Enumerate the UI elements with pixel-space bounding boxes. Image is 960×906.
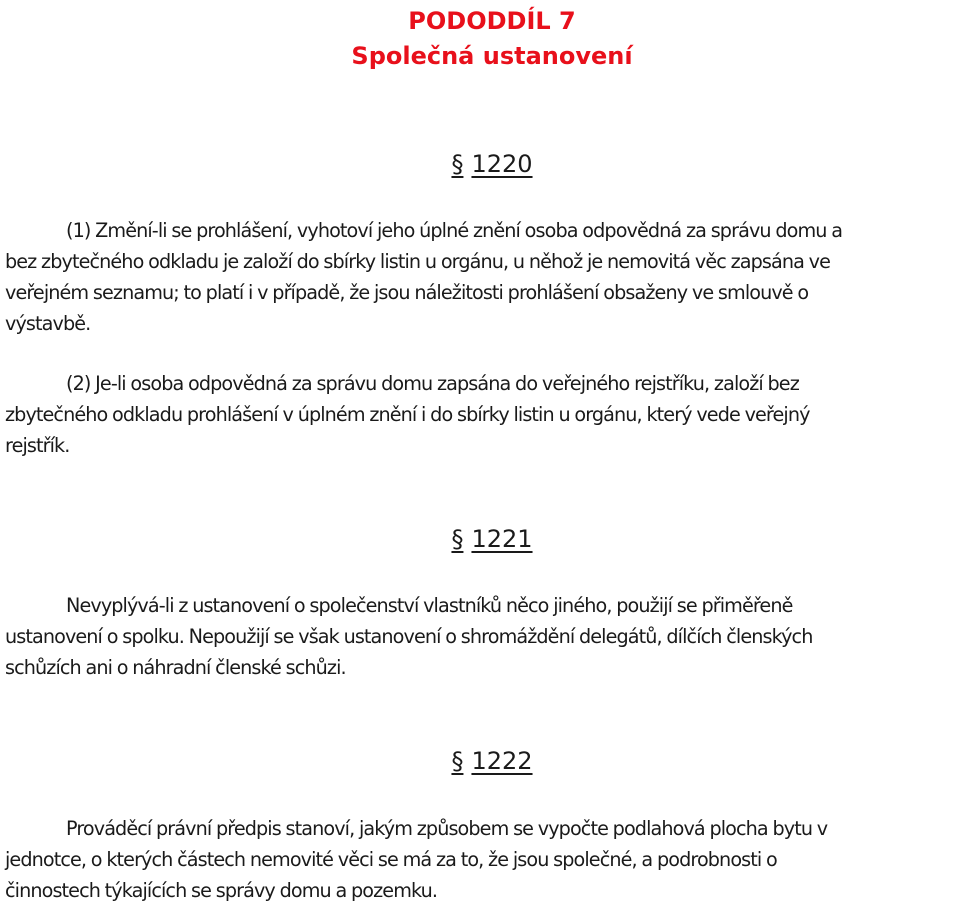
section-heading-1221 xyxy=(0,524,960,554)
paragraph-line: činnostech týkajících se správy domu a pozemku. xyxy=(5,879,438,902)
section-symbol: § xyxy=(451,525,464,553)
section-heading-1222 xyxy=(0,746,960,776)
section-number: 1221 xyxy=(471,525,533,553)
paragraph-line: Prováděcí právní předpis stanoví, jakým způsobem se vypočte podlahová plocha bytu v xyxy=(66,817,828,840)
section-number: 1222 xyxy=(471,747,533,775)
paragraph-line: ustanovení o spolku. Nepoužijí se však ustanovení o shromáždění delegátů, dílčích členských xyxy=(5,625,813,648)
paragraph-line: výstavbě. xyxy=(5,312,91,335)
section-1220-paragraph-2 xyxy=(5,368,960,461)
paragraph-line: rejstřík. xyxy=(5,434,70,457)
paragraph-line: (1) Změní-li se prohlášení, vyhotoví jeho úplné znění osoba odpovědná za správu domu a xyxy=(66,219,843,242)
subdivision-title: PODODDÍL 7 xyxy=(408,7,576,35)
section-number: 1220 xyxy=(471,150,533,178)
paragraph-line: schůzích ani o náhradní členské schůzi. xyxy=(5,656,346,679)
section-symbol: § xyxy=(451,747,464,775)
paragraph-line: Nevyplývá-li z ustanovení o společenství vlastníků něco jiného, použijí se přiměřeně xyxy=(66,594,793,617)
paragraph-line: (2) Je-li osoba odpovědná za správu domu zapsána do veřejného rejstříku, založí bez xyxy=(66,372,799,395)
subdivision-subtitle: Společná ustanovení xyxy=(351,42,633,70)
paragraph-line: jednotce, o kterých částech nemovité věci se má za to, že jsou společné, a podrobnosti o xyxy=(5,848,777,871)
paragraph-line: zbytečného odkladu prohlášení v úplném znění i do sbírky listin u orgánu, který vede veřejný xyxy=(5,403,810,426)
section-1222-paragraph xyxy=(5,813,960,906)
section-1220-paragraph-1 xyxy=(5,215,960,339)
section-1221-paragraph xyxy=(5,590,960,683)
section-heading-1220 xyxy=(0,149,960,179)
paragraph-line: bez zbytečného odkladu je založí do sbírky listin u orgánu, u něhož je nemovitá věc zapsána ve xyxy=(5,250,831,273)
section-symbol: § xyxy=(451,150,464,178)
paragraph-line: veřejném seznamu; to platí i v případě, že jsou náležitosti prohlášení obsaženy ve smlouvě o xyxy=(5,281,809,304)
